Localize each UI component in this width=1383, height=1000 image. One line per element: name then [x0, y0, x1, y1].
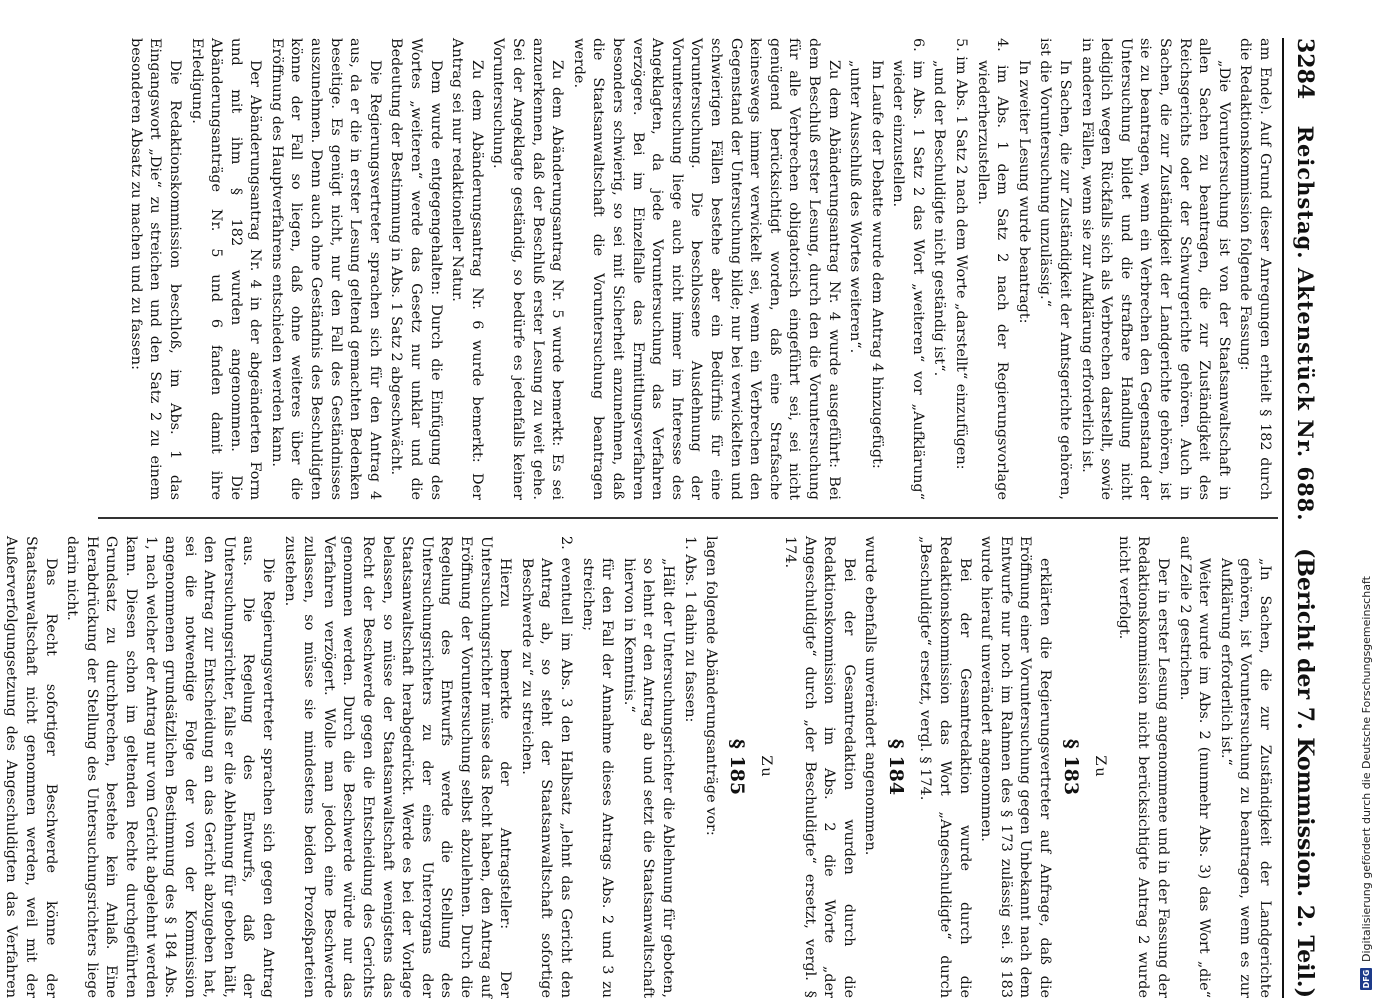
side-credit — [1357, 0, 1375, 990]
paragraph: wurde ebenfalls unverändert angenommen. — [862, 536, 879, 856]
paragraph: In Sachen, die zur Zuständigkeit der Amtsgerichte gehören, ist die Voruntersuchung unzulässig.“ — [1037, 38, 1074, 500]
section-heading: § 184 — [884, 738, 907, 796]
paragraph: am Ende). Auf Grund dieser Anregungen erhielt § 182 durch die Redaktionskommission folgende Fassung: — [1237, 38, 1273, 500]
column-divider — [98, 517, 1278, 519]
paragraph: Zu dem Abänderungsantrag Nr. 6 wurde bemerkt: Der Antrag sei nur redaktioneller Natur. — [449, 38, 485, 500]
right-column — [3, 536, 1274, 998]
paragraph: Die Regierungsvertreter sprachen sich gegen den Antrag aus. Die Regelung des Entwurfs, daß der Untersuchungsrichter, falls er die Ablehnung für geboten hält, den Antrag zur Entscheidung an das Gericht abzugeben hat, sei die notwendige Folge der von der Kommission angenommenen grundsätzlichen Bestimmung des § 184 Abs. 1, nach welcher der Antrag nur vom Gericht abgelehnt werden kann. Diesen schon im geltenden Rechte durchgeführten Grundsatz zu durchbrechen, bestehe kein Anlaß. Eine Herabdrückung der Stellung des Untersuchungsrichters liege darin nicht. — [64, 536, 277, 998]
paragraph: Bei der Gesamtredaktion wurde durch die Redaktionskommission das Wort „Angeschuldigte“ durch „Beschuldigte“ ersetzt, vergl. § 174. — [917, 536, 973, 998]
paragraph: „Die Voruntersuchung ist von der Staatsanwaltschaft in allen Sachen zu beantragen, die zur Zuständigkeit des Reichsgerichts oder der Schwurgerichte gehören. Auch in Sachen, die zur Zuständigkeit der Landgerichte gehören, ist sie zu beantragen, wenn ein Verbrechen den Gegenstand der Untersuchung bildet und die strafbare Handlung nicht lediglich wegen Rückfalls sich als Verbrechen darstellt, sowie in anderen Fällen, wenn sie zur Aufklärung erforderlich ist. — [1078, 38, 1232, 500]
paragraph: erklärten die Regierungsvertreter auf Anfrage, daß die Eröffnung einer Voruntersuchung gegen Unbekannt nach dem Entwurfe nur noch im Rahmen des § 173 zulässig sei. § 183 wurde hierauf unverändert angenommen. — [978, 536, 1054, 998]
paragraph: Der Abänderungsantrag Nr. 4 in der abgeänderten Form und mit ihm § 182 wurden angenommen. Die Abänderungsanträge Nr. 5 und 6 fanden damit ihre Erledigung. — [188, 38, 264, 500]
list-item: 2. eventuell im Abs. 3 den Halbsatz „lehnt das Gericht den Antrag ab, so steht der Staatsanwaltschaft sofortige Beschwerde zu“ zu streichen. — [518, 536, 574, 998]
paragraph: Die Regierungsvertreter sprachen sich für den Antrag 4 aus, da er die in erster Lesung geltend gemachten Bedenken beseitige. Es genügt nicht, nur den Fall des Geständnisses auszunehmen. Denn auch ohne Geständnis des Beschuldigten könne der Fall so liegen, daß ohne weiteres über die Eröffnung des Hauptverfahrens entschieden werden kann. — [268, 38, 383, 500]
list-item: 5. im Abs. 1 Satz 2 nach dem Worte „darstellt“ einzufügen: — [953, 38, 970, 470]
section-intro: Zu — [758, 755, 775, 779]
section-intro: Zu — [1092, 755, 1109, 779]
list-item: 6. im Abs. 1 Satz 2 das Wort „weiteren“ vor „Aufklärung“ wieder einzustellen. — [890, 38, 926, 500]
quoted-text: „und der Beschuldigte nicht geständig ist“. — [931, 60, 948, 377]
page-header — [1282, 38, 1318, 998]
quoted-text: „In Sachen, die zur Zuständigkeit der Landgerichte gehören, ist Voruntersuchung zu beantragen, wenn es zur Aufklärung erforderlich ist.“ — [1217, 558, 1273, 998]
paragraph: Im Laufe der Debatte wurde dem Antrag 4 hinzugefügt: — [868, 60, 885, 469]
quoted-text: „Hält der Untersuchungsrichter die Ablehnung für geboten, so lehnt er den Antrag ab und setzt die Staatsanwaltschaft hiervon in Kenntnis.“ — [620, 558, 676, 998]
header-title: Reichstag. Aktenstück Nr. 688. — [1293, 125, 1318, 522]
header-report: (Bericht der 7. Kommission. 2. Teil.) — [1292, 547, 1318, 998]
paragraph: lagen folgende Abänderungsanträge vor: — [703, 536, 720, 836]
left-column — [94, 38, 1274, 500]
quoted-text: für den Fall der Annahme dieses Antrags Abs. 2 und 3 zu streichen; — [579, 558, 616, 998]
paragraph: Der in erster Lesung angenommene und in der Fassung der Redaktionskommission nicht berücksichtigte Antrag 2 wurde nicht verfolgt. — [1115, 536, 1172, 998]
section-heading: § 183 — [1059, 738, 1082, 796]
page-number: 3284 — [1292, 38, 1318, 100]
paragraph: Zu dem Abänderungsantrag Nr. 4 wurde ausgeführt: Bei dem Beschluß erster Lesung, durch den die Voruntersuchung für alle Verbrechen obligatorisch eingeführt sei, sei nicht genügend berücksichtigt worden, daß eine Strafsache keineswegs immer verwickelt sei, wenn ein Verbrechen den Gegenstand der Untersuchung bilde; nur bei verwickelten und schwierigen Fällen bestehe aber ein Bedürfnis für eine Voruntersuchung. Die beschlossene Ausdehnung der Voruntersuchung liege auch nicht immer im Interesse des Angeklagten, da jede Voruntersuchung das Verfahren verzögere. Bei im Einzelfalle das Ermittlungsverfahren besonders schwierig, so sei mit Sicherheit anzunehmen, daß die Staatsanwaltschaft die Voruntersuchung beantragen werde. — [570, 38, 842, 500]
dfg-logo: DFG — [1361, 969, 1371, 989]
paragraph: Die Redaktionskommission beschloß, im Abs. 1 das Eingangswort „Die“ zu streichen und den Satz 2 zu einem besonderen Absatz zu machen und zu fassen: — [127, 38, 183, 500]
paragraph: Dem wurde entgegengehalten: Durch die Einfügung des Wortes „weiteren“ werde das Gesetz nur unklar und die Bedeutung der Bestimmung in Abs. 1 Satz 2 abgeschwächt. — [388, 38, 444, 500]
paragraph: Bei der Gesamtredaktion wurden durch die Redaktionskommission im Abs. 2 die Worte „der Angeschuldigte“ durch „der Beschuldigte“ ersetzt, vergl. § 174. — [781, 536, 857, 998]
list-item: 1. Abs. 1 dahin zu fassen: — [681, 536, 698, 723]
side-credit-text: Digitalisierung gefördert durch die Deutsche Forschungsgemeinschaft — [1359, 576, 1373, 962]
paragraph: Weiter wurde im Abs. 2 (nunmehr Abs. 3) das Wort „die“ auf Zeile 2 gestrichen. — [1176, 536, 1213, 998]
paragraph: Hierzu bemerkte der Antragsteller: Der Untersuchungsrichter müsse das Recht haben, den Antrag auf Eröffnung der Voruntersuchung selbst abzulehnen. Durch die Regelung des Entwurfs werde die Stellung des Untersuchungsrichters zu der eines Unterorgans der Staatsanwaltschaft herabgedrückt. Werde es bei der Vorlage belassen, so müsse der Staatsanwaltschaft wenigstens das Recht der Beschwerde gegen die Entscheidung des Gerichts genommen werden. Durch die Beschwerde würde nur das Verfahren verzögert. Wolle man jedoch eine Beschwerde zulassen, so müsse sie mindestens beiden Prozeßparteien zustehen. — [281, 536, 514, 998]
paragraph: Das Recht sofortiger Beschwerde könne der Staatsanwaltschaft nicht genommen werden, weil mit der Außerverfolgungsetzung des Angeschuldigten das Verfahren — [3, 536, 59, 998]
quoted-text: „unter Ausschluß des Wortes weiteren“. — [847, 60, 864, 354]
section-heading: § 185 — [725, 738, 748, 796]
paragraph: Zu dem Abänderungsantrag Nr. 5 wurde bemerkt: Es sei anzuerkennen, daß der Beschluß erster Lesung zu weit gehe. Sei der Angeklagte geständig, so bedürfe es jedenfalls keiner Voruntersuchung. — [490, 38, 566, 500]
rotated-document-page — [3, 38, 1318, 998]
paragraph: In zweiter Lesung wurde beantragt: — [1015, 60, 1032, 324]
list-item: 4. im Abs. 1 dem Satz 2 nach der Regierungsvorlage wiederherzustellen. — [974, 38, 1011, 500]
